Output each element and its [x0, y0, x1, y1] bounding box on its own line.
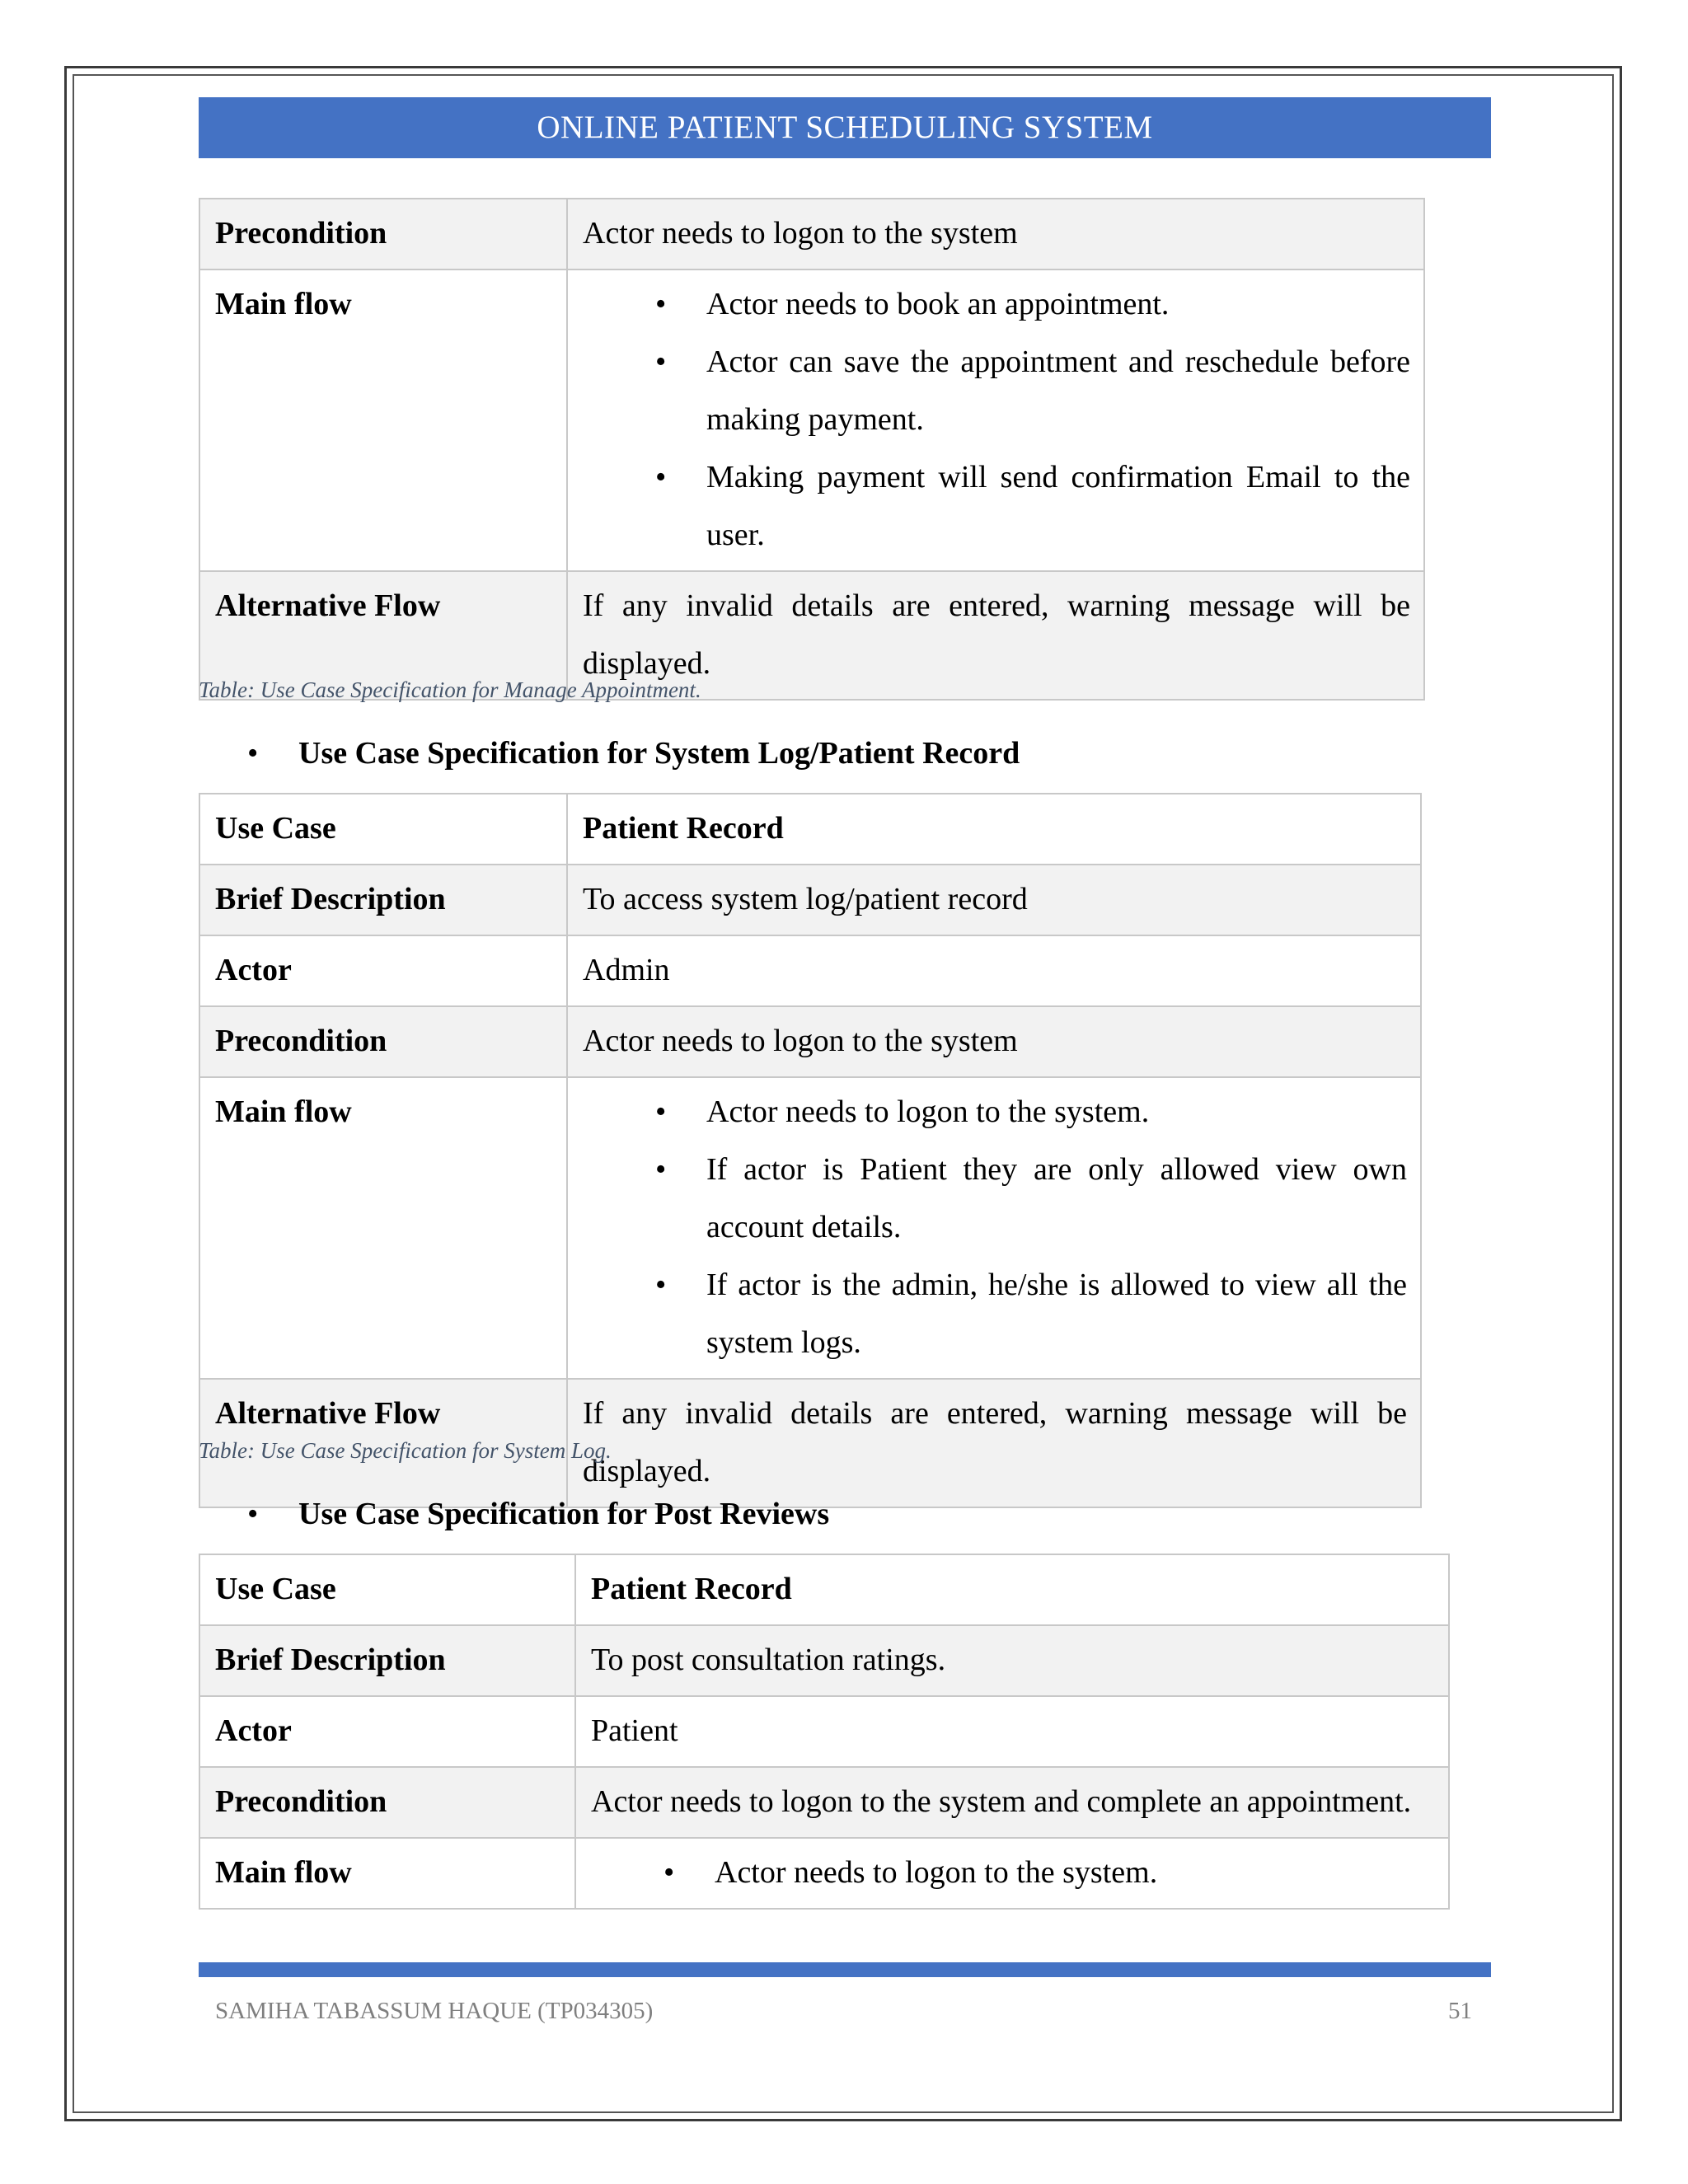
main-flow-list: [583, 1083, 1407, 1371]
table-row: [199, 1696, 1449, 1767]
list-item: • Making payment will send confirmation Email to the user.: [706, 448, 1410, 564]
row-key: Precondition: [199, 1767, 575, 1838]
post-reviews-table: [199, 1554, 1450, 1910]
row-key: Main flow: [199, 1077, 567, 1379]
manage-appointment-table: [199, 198, 1425, 701]
table-row: [199, 1006, 1421, 1077]
row-key: Use Case: [199, 794, 567, 865]
row-value: If any invalid details are entered, warning message will be displayed.: [567, 1379, 1421, 1507]
list-item: • If actor is Patient they are only allowed view own account details.: [706, 1141, 1407, 1256]
bullet-icon: •: [247, 736, 259, 771]
row-value: If any invalid details are entered, warning message will be displayed.: [567, 571, 1424, 700]
row-value: To access system log/patient record: [567, 865, 1421, 935]
row-value: Actor needs to logon to the system and complete an appointment.: [575, 1767, 1449, 1838]
table-row: [199, 1838, 1449, 1909]
table-caption: Table: Use Case Specification for Manage Appointment.: [199, 677, 701, 702]
row-value: Patient Record: [575, 1554, 1449, 1625]
section-heading-text: Use Case Specification for Post Reviews: [298, 1497, 830, 1531]
main-flow-list: [591, 1844, 1435, 1901]
table-caption: Table: Use Case Specification for System Log.: [199, 1438, 612, 1463]
row-value: To post consultation ratings.: [575, 1625, 1449, 1696]
row-value: Actor needs to logon to the system: [567, 199, 1424, 269]
list-item: • Actor needs to logon to the system.: [706, 1083, 1407, 1141]
table-row: [199, 794, 1421, 865]
table-row: [199, 269, 1424, 571]
main-flow-list: [583, 275, 1410, 564]
row-key: Alternative Flow: [199, 1379, 567, 1507]
list-item: • Actor needs to logon to the system.: [715, 1844, 1435, 1901]
table-row: [199, 935, 1421, 1006]
row-key: Main flow: [199, 1838, 575, 1909]
system-log-table: [199, 793, 1422, 1508]
table-row: [199, 1554, 1449, 1625]
table-row: [199, 1077, 1421, 1379]
main-flow-cell: [567, 1077, 1421, 1379]
row-value: Patient: [575, 1696, 1449, 1767]
row-key: Brief Description: [199, 865, 567, 935]
row-key: Brief Description: [199, 1625, 575, 1696]
page-number: 51: [1448, 1998, 1472, 2024]
row-key: Alternative Flow: [199, 571, 567, 700]
row-key: Use Case: [199, 1554, 575, 1625]
document-header: ONLINE PATIENT SCHEDULING SYSTEM: [199, 97, 1491, 158]
row-key: Precondition: [199, 1006, 567, 1077]
table-row: [199, 199, 1424, 269]
table-row: [199, 1767, 1449, 1838]
list-item: • Actor can save the appointment and reschedule before making payment.: [706, 333, 1410, 448]
table-row: [199, 1625, 1449, 1696]
row-key: Precondition: [199, 199, 567, 269]
list-item: • Actor needs to book an appointment.: [706, 275, 1410, 333]
row-key: Actor: [199, 1696, 575, 1767]
row-key: Actor: [199, 935, 567, 1006]
main-flow-cell: [567, 269, 1424, 571]
section-heading: [247, 735, 1020, 771]
section-heading-text: Use Case Specification for System Log/Patient Record: [298, 736, 1020, 771]
main-flow-cell: [575, 1838, 1449, 1909]
row-value: Patient Record: [567, 794, 1421, 865]
row-key: Main flow: [199, 269, 567, 571]
footer-bar: [199, 1962, 1491, 1977]
row-value: Actor needs to logon to the system: [567, 1006, 1421, 1077]
list-item: • If actor is the admin, he/she is allowed to view all the system logs.: [706, 1256, 1407, 1371]
bullet-icon: •: [247, 1497, 259, 1531]
section-heading: [247, 1496, 830, 1532]
footer-author: SAMIHA TABASSUM HAQUE (TP034305): [215, 1998, 654, 2024]
table-row: [199, 865, 1421, 935]
row-value: Admin: [567, 935, 1421, 1006]
